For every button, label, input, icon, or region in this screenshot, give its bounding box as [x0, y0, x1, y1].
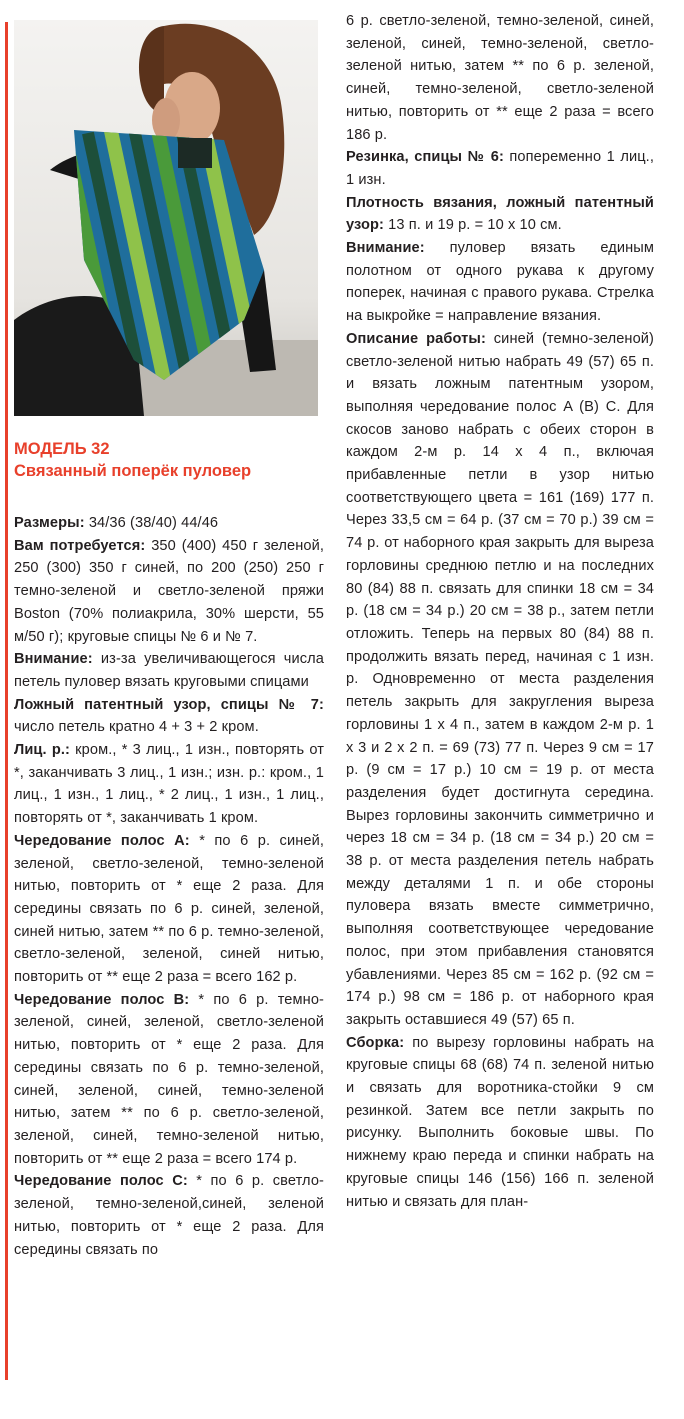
paragraph-materials — [14, 535, 324, 649]
paragraph-stripes-b — [14, 989, 324, 1171]
text: 34/36 (38/40) 44/46 — [84, 515, 219, 531]
paragraph-assembly — [346, 1032, 654, 1214]
label: Вам потребуется: — [14, 537, 146, 554]
paragraph-gauge — [346, 192, 654, 237]
text: * по 6 р. темно-зеленой, синей, зеленой, светло-зеленой нитью, повторить от * еще 2 раза. Для середины связать по 6 р. темно-зеленой, синей, зеленой, синей, темно-зеленой нитью, затем ** по 6 р. светло-зеленой, зеленой, синей, темно-зеленой нитью, повторить от ** еще 2 раза = всего 174 р. — [14, 991, 324, 1167]
text: 350 (400) 450 г зеленой, 250 (300) 350 г синей, по 200 (250) 250 г темно-зеленой и светло-зеленой пряжи Boston (70% полиакрила, 30% шерсти, 55 м/50 г); круговые спицы № 6 и № 7. — [14, 537, 324, 645]
paragraph-sizes — [14, 512, 324, 535]
right-text-column — [346, 10, 654, 1213]
paragraph-attention — [14, 648, 324, 693]
left-text-column — [14, 512, 324, 1261]
label: Внимание: — [346, 240, 425, 257]
paragraph-pattern — [14, 694, 324, 739]
label: Размеры: — [14, 515, 85, 531]
label: Чередование полос B: — [14, 991, 190, 1008]
paragraph-rows — [14, 739, 324, 830]
text: попеременно 1 лиц., 1 изн. — [346, 149, 654, 188]
text: число петель кратно 4 + 3 + 2 кром. — [14, 719, 259, 736]
paragraph-stripes-c — [14, 1170, 324, 1261]
text: * по 6 р. светло-зеленой, темно-зеленой,синей, зеленой нитью, повторить от * еще 2 раза. Для середины связать по — [14, 1173, 324, 1258]
text: 6 р. светло-зеленой, темно-зеленой, синей, зеленой, синей, темно-зеленой, светло-зеленой нитью, затем ** по 6 р. зеленой, синей, темно-зеленой, светло-зеленой нитью, повторить от ** еще 2 раза = всего 186 р. — [346, 13, 654, 143]
paragraph-stripes-a — [14, 830, 324, 989]
label: Чередование полос A: — [14, 832, 190, 849]
model-heading — [14, 438, 324, 482]
text: кром., * 3 лиц., 1 изн., повторять от *, заканчивать 3 лиц., 1 изн.; изн. р.: кром., 1 лиц., 1 изн., 1 лиц., * 2 лиц., 1 изн., 1 лиц., повторять от *, заканчивать 1 кром. — [14, 742, 325, 827]
paragraph-rib — [346, 146, 654, 191]
label: Плотность вязания, ложный патентный узор: — [346, 194, 654, 234]
label: Внимание: — [14, 651, 93, 668]
text: * по 6 р. синей, зеленой, светло-зеленой, темно-зеленой нитью, повторить от * еще 2 раза. Для середины связать по 6 р. синей, зеленой, синей нитью, затем ** по 6 р. темно-зеленой, светло-зеленой, зеленой, синей нитью, повторить от ** еще 2 раза = всего 162 р. — [14, 832, 324, 986]
text: синей (темно-зеленой) светло-зеленой нитью набрать 49 (57) 65 п. и вязать ложным патентным узором, выполняя чередование полос A (B) C. Для скосов заново набрать с обеих сторон в каждом 2-м р. 14 х 4 п., включая прибавленные петли в узор нитью соответствующего цвета = 161 (169) 177 п. Через 33,5 см = 64 р. (37 см = 70 р.) 39 см = 74 р. от наборного края закрыть для выреза горловины среднюю петлю и на последних 80 (84) 88 п. связать для спинки 18 см = 34 р. (18 см = 34 р.) 20 см = 38 р., затем петли отложить. Теперь на первых 80 (84) 88 п. продолжить вязать перед, начиная с 1 изн. р. Одновременно от места разделения петель закрыть для закругления выреза горловины 1 х 4 п., затем в каждом 2-м р. 1 х 3 и 2 х 2 п. = 69 (73) 77 п. Через 9 см = 17 р. (9 см = 17 р.) 10 см = 19 р. от места разделения будет достигнута середина. Вырез горловины закончить симметрично и через 18 см = 34 р. (18 см = 34 р.) 20 см = 38 р. от места разделения петель набрать между деталями 1 п. и обе стороны пуловера вязать вместе симметрично, выполняя соответствующее чередование полос, при этом прибавления становятся убавлениями. Через 85 см = 162 р. (92 см = 174 р.) 98 см = 186 р. от наборного края закрыть оставшиеся 49 (57) 65 п. — [346, 330, 654, 1028]
text: пуловер вязать единым полотном от одного рукава к другому поперек, начиная с правого рукава. Стрелка на выкройке = направление вязания. — [346, 240, 654, 325]
label: Ложный патентный узор, спицы № 7: — [14, 696, 324, 713]
paragraph-work-description — [346, 328, 654, 1032]
model-number: МОДЕЛЬ 32 — [14, 440, 110, 458]
text: из-за увеличивающегося числа петель пуловер вязать круговыми спицами — [14, 651, 324, 690]
text: 13 п. и 19 р. = 10 х 10 см. — [384, 217, 562, 234]
paragraph-stripes-c-continued — [346, 10, 654, 146]
red-margin-rule — [5, 22, 8, 1380]
label: Чередование полос C: — [14, 1173, 188, 1190]
label: Описание работы: — [346, 330, 486, 347]
label: Резинка, спицы № 6: — [346, 149, 504, 166]
pullover-photo-illustration — [14, 20, 318, 416]
model-title: Связанный поперёк пуловер — [14, 462, 252, 480]
paragraph-attention-2 — [346, 237, 654, 328]
knitted-pullover-photo — [14, 20, 318, 416]
label: Лиц. р.: — [14, 742, 70, 759]
text: по вырезу горловины набрать на круговые спицы 68 (68) 74 п. зеленой нитью и связать для воротника-стойки 9 см резинкой. Затем все петли закрыть по рисунку. Выполнить боковые швы. По нижнему краю переда и спинки набрать на круговые спицы 146 (156) 166 п. зеленой нитью и связать для план- — [346, 1034, 654, 1210]
label: Сборка: — [346, 1034, 405, 1051]
